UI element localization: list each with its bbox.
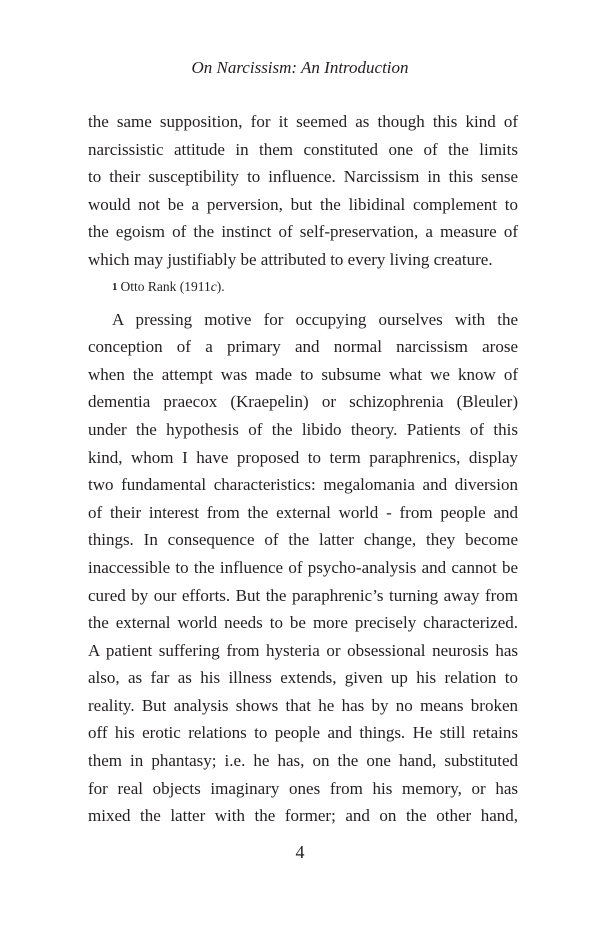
- footnote-text: Otto Rank (1911: [120, 278, 211, 294]
- text-line: off his erotic relations to people and things. He still retains: [88, 723, 518, 743]
- text-line: which may justifiably be attributed to every living creature.: [88, 249, 493, 269]
- text-line: mixed the latter with the former; and on the other hand,: [88, 806, 518, 826]
- text-line: the egoism of the instinct of self-preservation, a measure of: [88, 222, 518, 242]
- paragraph-1: [88, 108, 518, 274]
- text-line: A patient suffering from hysteria or obsessional neurosis has: [88, 640, 518, 660]
- text-line: under the hypothesis of the libido theory. Patients of this: [88, 419, 518, 439]
- footnote-marker: 1: [112, 280, 118, 293]
- paragraph-2: [88, 306, 518, 830]
- text-line: cured by our efforts. But the paraphrenic’s turning away from: [88, 585, 518, 605]
- text-line: conception of a primary and normal narcissism arose: [88, 337, 518, 357]
- text-line: when the attempt was made to subsume what we know of: [88, 364, 518, 384]
- text-line: inaccessible to the influence of psycho-analysis and cannot be: [88, 557, 518, 577]
- text-line: A pressing motive for occupying ourselves with the: [112, 309, 518, 329]
- text-line: the external world needs to be more precisely characterized.: [88, 613, 518, 633]
- running-head: On Narcissism: An Introduction: [191, 58, 409, 77]
- text-line: kind, whom I have proposed to term paraphrenics, display: [88, 447, 518, 467]
- text-line: things. In consequence of the latter change, they become: [88, 530, 518, 550]
- text-line: to their susceptibility to influence. Narcissism in this sense: [88, 167, 518, 187]
- page-number: 4: [295, 842, 305, 862]
- text-line: dementia praecox (Kraepelin) or schizophrenia (Bleuler): [88, 392, 518, 412]
- text-line: would not be a perversion, but the libidinal complement to: [88, 194, 518, 214]
- footnote-citation-suffix: c: [210, 278, 217, 294]
- text-line: two fundamental characteristics: megalomania and diversion: [88, 475, 518, 495]
- text-line: them in phantasy; i.e. he has, on the one hand, substituted: [88, 751, 518, 771]
- text-line: for real objects imaginary ones from his memory, or has: [88, 778, 518, 798]
- text-line: narcissistic attitude in them constituted one of the limits: [88, 139, 518, 159]
- text-line: reality. But analysis shows that he has by no means broken: [88, 695, 518, 715]
- text-line: of their interest from the external world - from people and: [88, 502, 518, 522]
- footnote: [112, 278, 518, 296]
- text-line: also, as far as his illness extends, given up his relation to: [88, 668, 518, 688]
- footnote-close: ).: [216, 278, 225, 294]
- body-text: [88, 108, 518, 830]
- text-line: the same supposition, for it seemed as though this kind of: [88, 112, 518, 131]
